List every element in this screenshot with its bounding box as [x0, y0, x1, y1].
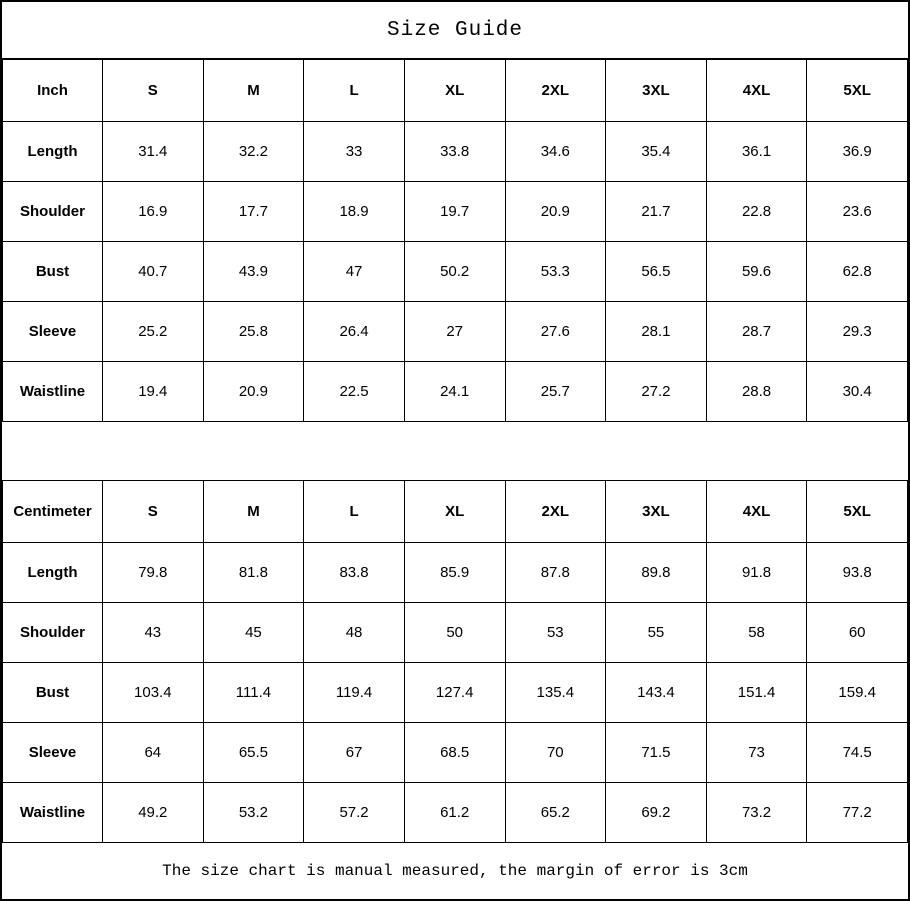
- size-header-cell: S: [103, 60, 204, 122]
- row-label: Bust: [3, 242, 103, 302]
- value-cell: 43: [103, 603, 204, 663]
- value-cell: 159.4: [807, 663, 908, 723]
- value-cell: 17.7: [203, 182, 304, 242]
- value-cell: 34.6: [505, 122, 606, 182]
- table-row: [3, 242, 908, 302]
- value-cell: 33: [304, 122, 405, 182]
- value-cell: 87.8: [505, 543, 606, 603]
- value-cell: 111.4: [203, 663, 304, 723]
- table-row: [3, 663, 908, 723]
- value-cell: 79.8: [103, 543, 204, 603]
- value-cell: 85.9: [404, 543, 505, 603]
- row-label: Length: [3, 122, 103, 182]
- table-row: [3, 723, 908, 783]
- value-cell: 53.3: [505, 242, 606, 302]
- value-cell: 32.2: [203, 122, 304, 182]
- table-spacer: [2, 422, 908, 480]
- value-cell: 31.4: [103, 122, 204, 182]
- value-cell: 30.4: [807, 362, 908, 422]
- value-cell: 59.6: [706, 242, 807, 302]
- size-header-cell: L: [304, 60, 405, 122]
- value-cell: 43.9: [203, 242, 304, 302]
- value-cell: 53: [505, 603, 606, 663]
- size-header-cell: 3XL: [606, 481, 707, 543]
- header-row: [3, 60, 908, 122]
- value-cell: 40.7: [103, 242, 204, 302]
- value-cell: 57.2: [304, 783, 405, 843]
- value-cell: 27: [404, 302, 505, 362]
- value-cell: 61.2: [404, 783, 505, 843]
- value-cell: 64: [103, 723, 204, 783]
- size-header-cell: 5XL: [807, 60, 908, 122]
- value-cell: 50.2: [404, 242, 505, 302]
- value-cell: 22.8: [706, 182, 807, 242]
- value-cell: 143.4: [606, 663, 707, 723]
- value-cell: 25.2: [103, 302, 204, 362]
- value-cell: 65.2: [505, 783, 606, 843]
- value-cell: 65.5: [203, 723, 304, 783]
- value-cell: 35.4: [606, 122, 707, 182]
- table-row: [3, 783, 908, 843]
- value-cell: 21.7: [606, 182, 707, 242]
- value-cell: 127.4: [404, 663, 505, 723]
- value-cell: 60: [807, 603, 908, 663]
- row-label: Shoulder: [3, 603, 103, 663]
- inch-table: [2, 59, 908, 422]
- header-row: [3, 481, 908, 543]
- value-cell: 23.6: [807, 182, 908, 242]
- value-cell: 20.9: [505, 182, 606, 242]
- value-cell: 27.2: [606, 362, 707, 422]
- value-cell: 20.9: [203, 362, 304, 422]
- value-cell: 27.6: [505, 302, 606, 362]
- value-cell: 56.5: [606, 242, 707, 302]
- value-cell: 19.4: [103, 362, 204, 422]
- value-cell: 93.8: [807, 543, 908, 603]
- value-cell: 16.9: [103, 182, 204, 242]
- row-label: Sleeve: [3, 302, 103, 362]
- value-cell: 62.8: [807, 242, 908, 302]
- value-cell: 26.4: [304, 302, 405, 362]
- value-cell: 77.2: [807, 783, 908, 843]
- value-cell: 50: [404, 603, 505, 663]
- size-header-cell: 5XL: [807, 481, 908, 543]
- table-row: [3, 362, 908, 422]
- size-header-cell: S: [103, 481, 204, 543]
- table-row: [3, 182, 908, 242]
- value-cell: 28.1: [606, 302, 707, 362]
- row-label: Length: [3, 543, 103, 603]
- value-cell: 135.4: [505, 663, 606, 723]
- value-cell: 29.3: [807, 302, 908, 362]
- value-cell: 83.8: [304, 543, 405, 603]
- value-cell: 103.4: [103, 663, 204, 723]
- value-cell: 49.2: [103, 783, 204, 843]
- table-row: [3, 603, 908, 663]
- size-header-cell: 4XL: [706, 481, 807, 543]
- value-cell: 119.4: [304, 663, 405, 723]
- value-cell: 55: [606, 603, 707, 663]
- value-cell: 25.8: [203, 302, 304, 362]
- value-cell: 28.8: [706, 362, 807, 422]
- size-header-cell: XL: [404, 60, 505, 122]
- size-header-cell: M: [203, 481, 304, 543]
- table-row: [3, 302, 908, 362]
- row-label: Waistline: [3, 783, 103, 843]
- row-label: Bust: [3, 663, 103, 723]
- value-cell: 48: [304, 603, 405, 663]
- value-cell: 73: [706, 723, 807, 783]
- table-row: [3, 122, 908, 182]
- value-cell: 81.8: [203, 543, 304, 603]
- value-cell: 151.4: [706, 663, 807, 723]
- value-cell: 89.8: [606, 543, 707, 603]
- unit-header-cell: Inch: [3, 60, 103, 122]
- footer-note: The size chart is manual measured, the margin of error is 3cm: [162, 862, 748, 880]
- value-cell: 45: [203, 603, 304, 663]
- value-cell: 18.9: [304, 182, 405, 242]
- centimeter-table: [2, 480, 908, 843]
- size-header-cell: M: [203, 60, 304, 122]
- table-row: [3, 543, 908, 603]
- value-cell: 47: [304, 242, 405, 302]
- row-label: Sleeve: [3, 723, 103, 783]
- value-cell: 33.8: [404, 122, 505, 182]
- value-cell: 24.1: [404, 362, 505, 422]
- value-cell: 74.5: [807, 723, 908, 783]
- value-cell: 22.5: [304, 362, 405, 422]
- value-cell: 67: [304, 723, 405, 783]
- value-cell: 69.2: [606, 783, 707, 843]
- value-cell: 53.2: [203, 783, 304, 843]
- value-cell: 91.8: [706, 543, 807, 603]
- size-header-cell: 3XL: [606, 60, 707, 122]
- value-cell: 58: [706, 603, 807, 663]
- size-header-cell: 2XL: [505, 60, 606, 122]
- size-header-cell: L: [304, 481, 405, 543]
- value-cell: 36.1: [706, 122, 807, 182]
- size-guide-title: Size Guide: [2, 2, 908, 59]
- row-label: Shoulder: [3, 182, 103, 242]
- value-cell: 19.7: [404, 182, 505, 242]
- value-cell: 70: [505, 723, 606, 783]
- size-header-cell: 4XL: [706, 60, 807, 122]
- value-cell: 68.5: [404, 723, 505, 783]
- value-cell: 28.7: [706, 302, 807, 362]
- unit-header-cell: Centimeter: [3, 481, 103, 543]
- value-cell: 71.5: [606, 723, 707, 783]
- value-cell: 25.7: [505, 362, 606, 422]
- value-cell: 36.9: [807, 122, 908, 182]
- size-header-cell: 2XL: [505, 481, 606, 543]
- size-header-cell: XL: [404, 481, 505, 543]
- value-cell: 73.2: [706, 783, 807, 843]
- row-label: Waistline: [3, 362, 103, 422]
